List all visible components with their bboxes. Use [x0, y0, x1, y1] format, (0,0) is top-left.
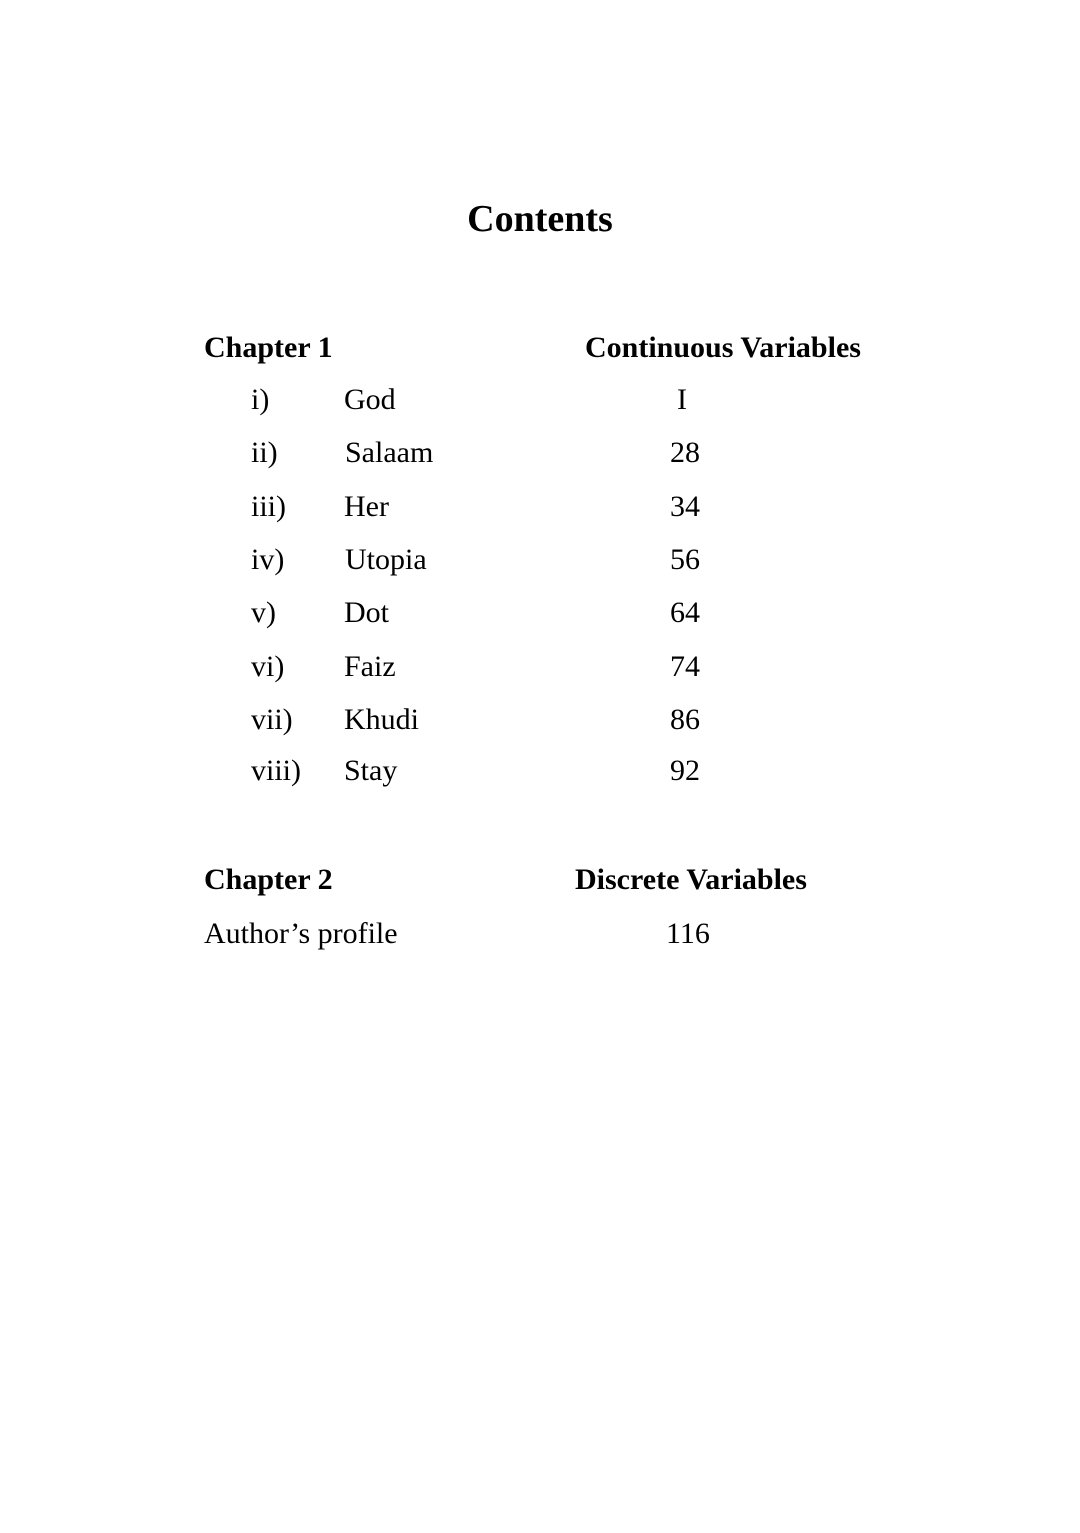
entry-page-number: 92 — [670, 754, 700, 787]
entry-page-number: 56 — [670, 543, 700, 576]
entry-page-number: 28 — [670, 436, 700, 469]
chapter-2-title: Discrete Variables — [575, 863, 807, 896]
entry-title: Salaam — [345, 436, 434, 469]
chapter-1-title: Continuous Variables — [585, 331, 861, 364]
page-title: Contents — [467, 198, 613, 240]
entry-numeral: v) — [251, 596, 276, 629]
entry-page-number: 86 — [670, 703, 700, 736]
entry-title: Utopia — [345, 543, 427, 576]
chapter-1-label: Chapter 1 — [204, 331, 333, 364]
entry-page-number: 64 — [670, 596, 700, 629]
entry-page-number: 116 — [666, 917, 710, 950]
entry-title: Author’s profile — [204, 917, 398, 950]
entry-numeral: vii) — [251, 703, 293, 736]
entry-title: Dot — [344, 596, 389, 629]
entry-numeral: ii) — [251, 436, 278, 469]
entry-numeral: iv) — [251, 543, 285, 576]
entry-numeral: i) — [251, 383, 270, 416]
entry-title: Stay — [344, 754, 398, 787]
entry-title: Her — [344, 490, 389, 523]
entry-page-number: 74 — [670, 650, 700, 683]
entry-title: Faiz — [344, 650, 396, 683]
entry-numeral: vi) — [251, 650, 285, 683]
entry-page-number: 34 — [670, 490, 700, 523]
entry-numeral: iii) — [251, 490, 286, 523]
entry-title: Khudi — [344, 703, 419, 736]
entry-page-number: I — [677, 383, 687, 416]
entry-title: God — [344, 383, 396, 416]
entry-numeral: viii) — [251, 754, 301, 787]
chapter-2-label: Chapter 2 — [204, 863, 333, 896]
